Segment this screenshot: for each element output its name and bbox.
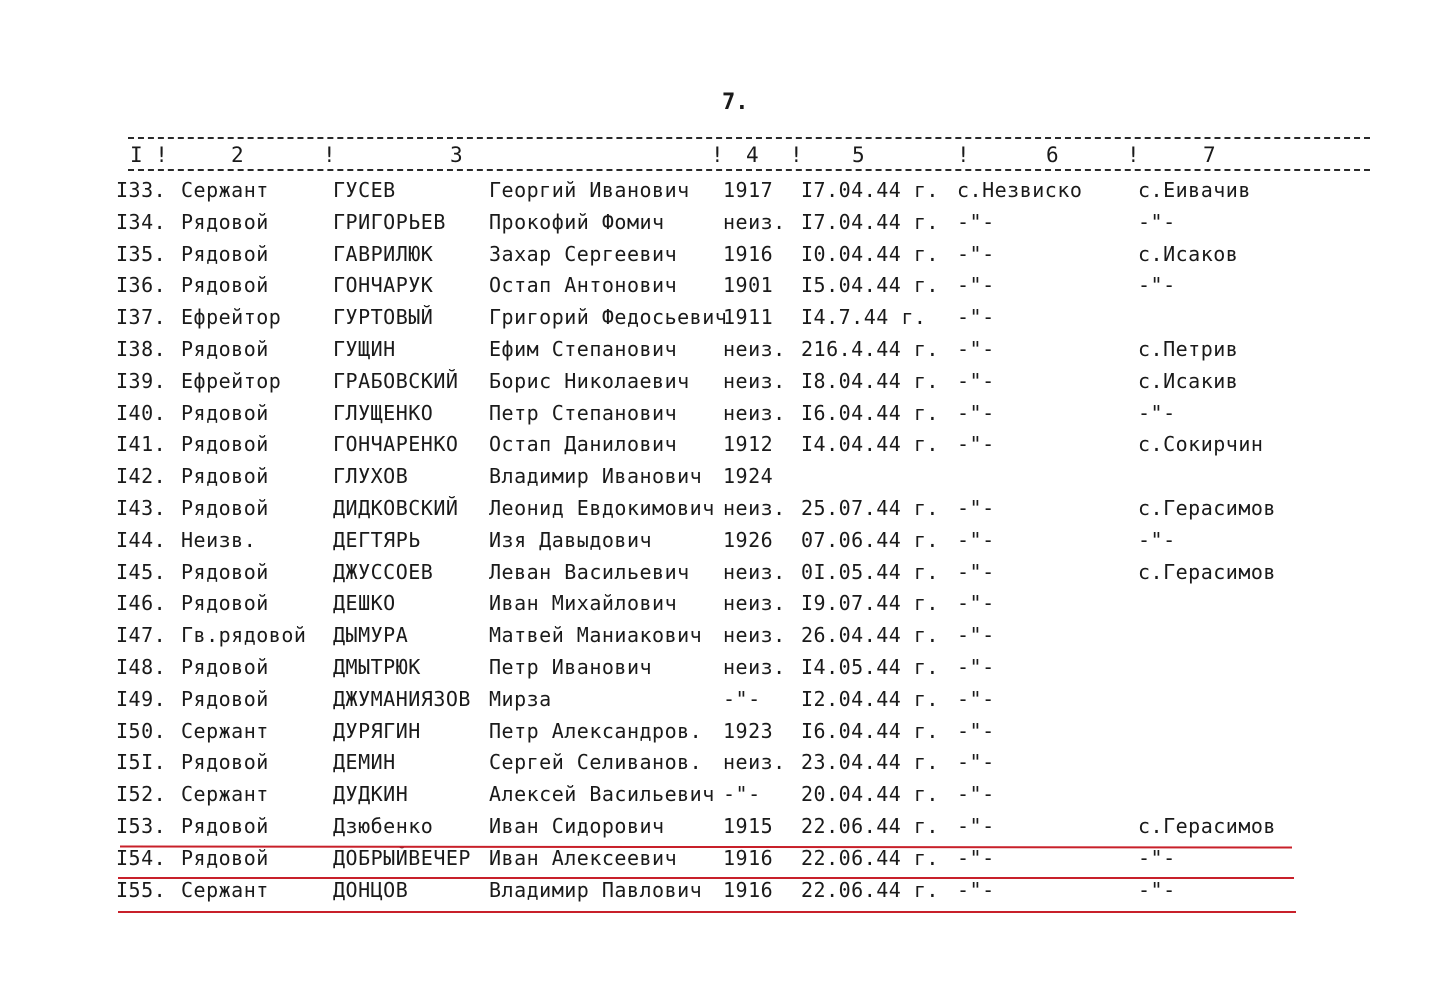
- record-surname: ГУРТОВЫЙ: [333, 305, 434, 330]
- record-place: -"-: [957, 368, 995, 393]
- record-surname: ДЫМУРА: [333, 623, 409, 648]
- record-birth-year: неиз.: [723, 654, 786, 679]
- record-rank: Рядовой: [181, 654, 269, 679]
- record-date: I4.7.44 г.: [801, 305, 927, 330]
- record-date: 23.04.44 г.: [801, 750, 939, 775]
- record-place: -"-: [957, 591, 995, 616]
- record-place: -"-: [957, 559, 995, 584]
- record-rank: Рядовой: [181, 336, 269, 361]
- record-rank: Рядовой: [181, 432, 269, 457]
- record-number: I50.: [116, 718, 167, 743]
- column-header-cell: !: [711, 143, 724, 167]
- record-birth-year: неиз.: [723, 400, 786, 425]
- table-row: [0, 271, 1439, 303]
- table-row: [0, 335, 1439, 367]
- record-date: I5.04.44 г.: [801, 273, 939, 298]
- record-birth-year: 1926: [723, 527, 774, 552]
- record-given-name: Владимир Иванович: [489, 464, 703, 489]
- table-row: [0, 462, 1439, 494]
- column-header-cell: I !: [130, 143, 168, 167]
- record-place: -"-: [957, 686, 995, 711]
- record-place: -"-: [957, 495, 995, 520]
- record-birth-year: 1916: [723, 845, 774, 870]
- column-header-cell: 2: [231, 143, 244, 167]
- record-burial-place: -"-: [1138, 400, 1176, 425]
- record-number: I53.: [116, 813, 167, 838]
- red-underline-row-154: [118, 877, 1294, 879]
- record-given-name: Ефим Степанович: [489, 336, 678, 361]
- table-row: [0, 399, 1439, 431]
- record-date: I6.04.44 г.: [801, 718, 939, 743]
- record-given-name: Иван Алексеевич: [489, 845, 678, 870]
- record-number: I38.: [116, 336, 167, 361]
- column-header-cell: 7: [1203, 143, 1216, 167]
- record-number: I55.: [116, 877, 167, 902]
- table-row: [0, 494, 1439, 526]
- record-rank: Рядовой: [181, 209, 269, 234]
- record-birth-year: 1917: [723, 178, 774, 202]
- record-date: I4.04.44 г.: [801, 432, 939, 457]
- record-given-name: Мирза: [489, 686, 552, 711]
- record-birth-year: неиз.: [723, 623, 786, 648]
- record-burial-place: -"-: [1138, 877, 1176, 902]
- record-rank: Рядовой: [181, 813, 269, 838]
- table-row: [0, 430, 1439, 462]
- record-given-name: Остап Антонович: [489, 273, 678, 298]
- record-date: 22.06.44 г.: [801, 877, 939, 902]
- record-rank: Рядовой: [181, 559, 269, 584]
- record-given-name: Сергей Селиванов.: [489, 750, 703, 775]
- record-number: I37.: [116, 305, 167, 330]
- record-number: I33.: [116, 178, 167, 202]
- record-number: I34.: [116, 209, 167, 234]
- record-number: I46.: [116, 591, 167, 616]
- record-number: I45.: [116, 559, 167, 584]
- record-surname: ГУСЕВ: [333, 178, 396, 202]
- record-birth-year: 1916: [723, 877, 774, 902]
- record-rank: Рядовой: [181, 686, 269, 711]
- record-given-name: Леван Васильевич: [489, 559, 690, 584]
- record-burial-place: с.Герасимов: [1138, 559, 1276, 584]
- record-rank: Сержант: [181, 782, 269, 807]
- record-date: I0.04.44 г.: [801, 241, 939, 266]
- record-surname: ГАВРИЛЮК: [333, 241, 434, 266]
- record-burial-place: с.Петрив: [1138, 336, 1239, 361]
- record-date: 07.06.44 г.: [801, 527, 939, 552]
- record-surname: ДОБРЫЙВЕЧЕР: [333, 845, 471, 870]
- table-row: [0, 621, 1439, 653]
- table-row: [0, 367, 1439, 399]
- record-birth-year: 1915: [723, 813, 774, 838]
- record-place: -"-: [957, 432, 995, 457]
- record-surname: ДОНЦОВ: [333, 877, 409, 902]
- record-place: -"-: [957, 654, 995, 679]
- record-given-name: Петр Александров.: [489, 718, 703, 743]
- record-surname: ГОНЧАРУК: [333, 273, 434, 298]
- record-number: I39.: [116, 368, 167, 393]
- record-surname: ГУЩИН: [333, 336, 396, 361]
- record-rank: Ефрейтор: [181, 368, 282, 393]
- record-number: I48.: [116, 654, 167, 679]
- record-birth-year: неиз.: [723, 336, 786, 361]
- record-burial-place: с.Герасимов: [1138, 813, 1276, 838]
- record-given-name: Остап Данилович: [489, 432, 678, 457]
- record-number: I40.: [116, 400, 167, 425]
- record-birth-year: неиз.: [723, 591, 786, 616]
- table-row: [0, 589, 1439, 621]
- record-surname: ГРАБОВСКИЙ: [333, 368, 459, 393]
- record-place: -"-: [957, 750, 995, 775]
- column-header-cell: 4: [746, 143, 759, 167]
- record-birth-year: неиз.: [723, 209, 786, 234]
- record-birth-year: неиз.: [723, 750, 786, 775]
- record-date: I9.07.44 г.: [801, 591, 939, 616]
- record-date: I4.05.44 г.: [801, 654, 939, 679]
- record-given-name: Иван Михайлович: [489, 591, 678, 616]
- record-surname: ДЖУССОЕВ: [333, 559, 434, 584]
- table-row: [0, 685, 1439, 717]
- table-row: [0, 748, 1439, 780]
- column-header-cell: 3: [450, 143, 463, 167]
- table-row: [0, 526, 1439, 558]
- record-rank: Рядовой: [181, 495, 269, 520]
- record-place: -"-: [957, 336, 995, 361]
- record-burial-place: -"-: [1138, 527, 1176, 552]
- column-header-row: [0, 143, 1439, 169]
- record-rank: Неизв.: [181, 527, 257, 552]
- record-rank: Сержант: [181, 877, 269, 902]
- record-given-name: Захар Сергеевич: [489, 241, 678, 266]
- record-given-name: Борис Николаевич: [489, 368, 690, 393]
- column-header-cell: 5: [852, 143, 865, 167]
- table-row: [0, 208, 1439, 240]
- record-date: 22.06.44 г.: [801, 845, 939, 870]
- table-row: [0, 876, 1439, 908]
- record-number: I49.: [116, 686, 167, 711]
- record-number: I44.: [116, 527, 167, 552]
- record-surname: ДМЫТРЮК: [333, 654, 421, 679]
- record-birth-year: 1911: [723, 305, 774, 330]
- record-surname: ДЕГТЯРЬ: [333, 527, 421, 552]
- record-given-name: Владимир Павлович: [489, 877, 703, 902]
- record-rank: Сержант: [181, 718, 269, 743]
- record-surname: ДУРЯГИН: [333, 718, 421, 743]
- record-place: -"-: [957, 527, 995, 552]
- record-date: 20.04.44 г.: [801, 782, 939, 807]
- record-number: I43.: [116, 495, 167, 520]
- record-given-name: Петр Иванович: [489, 654, 653, 679]
- record-place: -"-: [957, 782, 995, 807]
- column-header-cell: !: [790, 143, 803, 167]
- record-rank: Сержант: [181, 178, 269, 202]
- record-burial-place: с.Исаков: [1138, 241, 1239, 266]
- record-given-name: Григорий Федосьевич: [489, 305, 728, 330]
- page-number: 7.: [722, 90, 749, 115]
- record-surname: ГЛУЩЕНКО: [333, 400, 434, 425]
- record-surname: ДЕМИН: [333, 750, 396, 775]
- record-given-name: Иван Сидорович: [489, 813, 665, 838]
- record-place: -"-: [957, 273, 995, 298]
- record-burial-place: -"-: [1138, 209, 1176, 234]
- table-row: [0, 558, 1439, 590]
- record-number: I5I.: [116, 750, 167, 775]
- record-birth-year: -"-: [723, 782, 761, 807]
- record-birth-year: 1912: [723, 432, 774, 457]
- record-surname: ГЛУХОВ: [333, 464, 409, 489]
- record-birth-year: неиз.: [723, 495, 786, 520]
- record-burial-place: с.Еивачив: [1138, 178, 1251, 202]
- record-date: 22.06.44 г.: [801, 813, 939, 838]
- record-burial-place: с.Сокирчин: [1138, 432, 1264, 457]
- record-date: I2.04.44 г.: [801, 686, 939, 711]
- record-number: I54.: [116, 845, 167, 870]
- record-number: I41.: [116, 432, 167, 457]
- record-date: 0I.05.44 г.: [801, 559, 939, 584]
- record-birth-year: -"-: [723, 686, 761, 711]
- record-number: I52.: [116, 782, 167, 807]
- record-surname: ДИДКОВСКИЙ: [333, 495, 459, 520]
- record-rank: Рядовой: [181, 464, 269, 489]
- record-birth-year: неиз.: [723, 559, 786, 584]
- record-date: I6.04.44 г.: [801, 400, 939, 425]
- column-header-cell: !: [1127, 143, 1140, 167]
- record-surname: ДЖУМАНИЯЗОВ: [333, 686, 471, 711]
- record-given-name: Георгий Иванович: [489, 178, 690, 202]
- record-surname: ГРИГОРЬЕВ: [333, 209, 446, 234]
- header-bottom-dashed-rule: [128, 169, 1370, 171]
- column-header-cell: !: [323, 143, 336, 167]
- table-row: [0, 780, 1439, 812]
- table-row: [0, 240, 1439, 272]
- table-row: [0, 653, 1439, 685]
- record-birth-year: 1923: [723, 718, 774, 743]
- record-burial-place: с.Герасимов: [1138, 495, 1276, 520]
- record-given-name: Алексей Васильевич: [489, 782, 715, 807]
- record-place: -"-: [957, 305, 995, 330]
- record-place: -"-: [957, 623, 995, 648]
- header-top-dashed-rule: [128, 137, 1370, 139]
- record-place: -"-: [957, 241, 995, 266]
- record-rank: Рядовой: [181, 400, 269, 425]
- record-place: -"-: [957, 845, 995, 870]
- record-birth-year: 1924: [723, 464, 774, 489]
- record-date: I8.04.44 г.: [801, 368, 939, 393]
- record-date: I7.04.44 г.: [801, 178, 939, 202]
- table-row: [0, 303, 1439, 335]
- record-number: I35.: [116, 241, 167, 266]
- record-date: 216.4.44 г.: [801, 336, 939, 361]
- record-place: -"-: [957, 718, 995, 743]
- record-given-name: Матвей Маниакович: [489, 623, 703, 648]
- record-place: -"-: [957, 400, 995, 425]
- record-burial-place: с.Исакив: [1138, 368, 1239, 393]
- record-rank: Рядовой: [181, 273, 269, 298]
- record-date: I7.04.44 г.: [801, 209, 939, 234]
- record-given-name: Изя Давыдович: [489, 527, 653, 552]
- record-rank: Рядовой: [181, 591, 269, 616]
- record-place: -"-: [957, 209, 995, 234]
- table-row: [0, 844, 1439, 876]
- record-rank: Ефрейтор: [181, 305, 282, 330]
- record-surname: ГОНЧАРЕНКО: [333, 432, 459, 457]
- record-surname: ДЕШКО: [333, 591, 396, 616]
- record-given-name: Прокофий Фомич: [489, 209, 665, 234]
- record-place: -"-: [957, 813, 995, 838]
- record-date: 26.04.44 г.: [801, 623, 939, 648]
- record-rank: Рядовой: [181, 241, 269, 266]
- column-header-cell: !: [957, 143, 970, 167]
- record-birth-year: неиз.: [723, 368, 786, 393]
- record-given-name: Петр Степанович: [489, 400, 678, 425]
- record-date: 25.07.44 г.: [801, 495, 939, 520]
- records-table: [0, 176, 1439, 907]
- red-underline-row-155: [118, 911, 1296, 913]
- record-surname: ДУДКИН: [333, 782, 409, 807]
- record-rank: Рядовой: [181, 750, 269, 775]
- record-birth-year: 1916: [723, 241, 774, 266]
- record-place: с.Незвиско: [957, 178, 1083, 202]
- table-row: [0, 717, 1439, 749]
- record-burial-place: -"-: [1138, 845, 1176, 870]
- record-burial-place: -"-: [1138, 273, 1176, 298]
- record-number: I47.: [116, 623, 167, 648]
- record-surname: Дзюбенко: [333, 813, 434, 838]
- table-row: [0, 812, 1439, 844]
- record-number: I42.: [116, 464, 167, 489]
- record-number: I36.: [116, 273, 167, 298]
- record-birth-year: 1901: [723, 273, 774, 298]
- record-place: -"-: [957, 877, 995, 902]
- column-header-cell: 6: [1046, 143, 1059, 167]
- record-rank: Рядовой: [181, 845, 269, 870]
- record-rank: Гв.рядовой: [181, 623, 307, 648]
- record-given-name: Леонид Евдокимович: [489, 495, 715, 520]
- table-row: [0, 176, 1439, 208]
